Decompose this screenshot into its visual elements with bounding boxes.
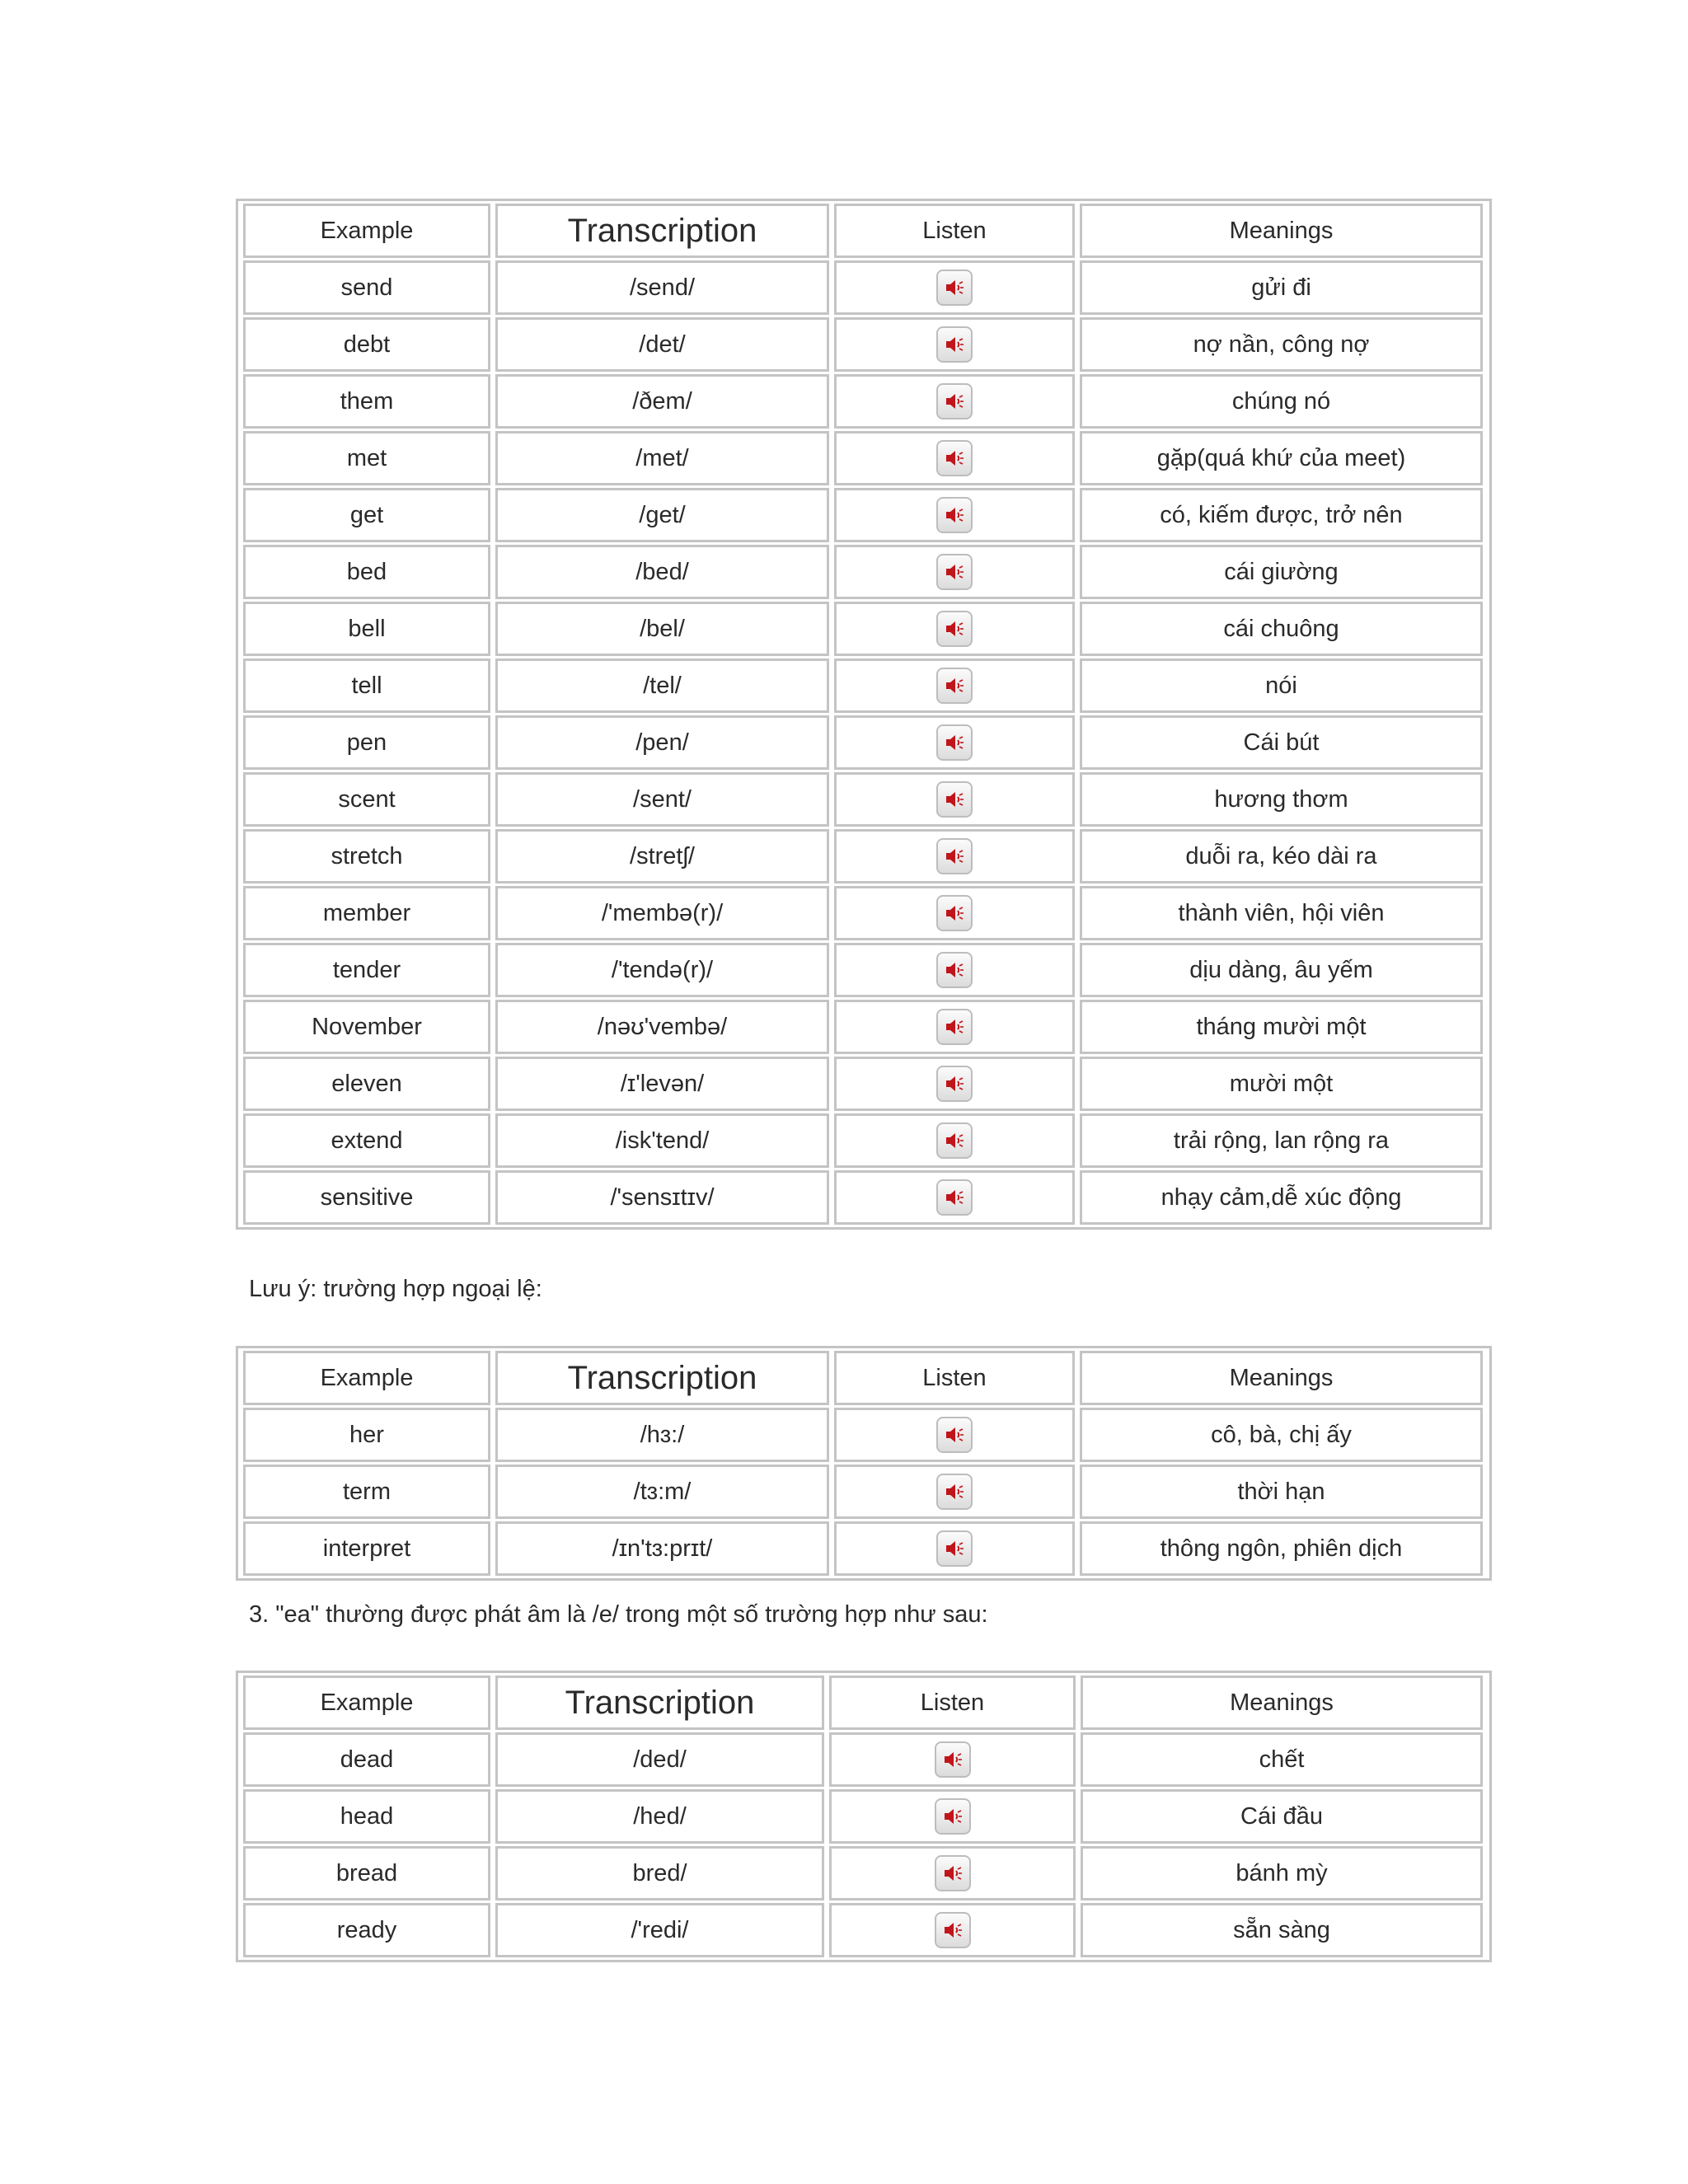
- listen-cell: [834, 431, 1075, 485]
- example-word: ready: [243, 1903, 490, 1957]
- speaker-icon: [944, 846, 965, 867]
- listen-button[interactable]: [935, 1741, 971, 1778]
- table-row: [241, 772, 1487, 827]
- header-transcription: Transcription: [495, 204, 829, 258]
- listen-cell: [834, 602, 1075, 656]
- meaning: trải rộng, lan rộng ra: [1080, 1113, 1483, 1168]
- example-word: dead: [243, 1732, 490, 1787]
- example-word: bread: [243, 1846, 490, 1900]
- transcription: /met/: [495, 431, 829, 485]
- transcription: /tɜ:m/: [495, 1465, 829, 1519]
- header-listen: Listen: [834, 1351, 1075, 1405]
- example-word: them: [243, 374, 490, 429]
- transcription: /send/: [495, 260, 829, 315]
- transcription: /get/: [495, 488, 829, 542]
- exceptions-note: Lưu ý: trường hợp ngoại lệ:: [249, 1276, 542, 1302]
- transcription: /stretʃ/: [495, 829, 829, 883]
- table-row: [241, 1465, 1487, 1519]
- speaker-icon: [944, 732, 965, 753]
- table-row: [241, 1789, 1487, 1844]
- transcription: /bel/: [495, 602, 829, 656]
- example-word: November: [243, 1000, 490, 1054]
- speaker-icon: [944, 618, 965, 640]
- example-word: met: [243, 431, 490, 485]
- header-example: Example: [243, 1675, 490, 1730]
- meaning: Cái bút: [1080, 715, 1483, 770]
- listen-cell: [834, 374, 1075, 429]
- header-row: [241, 1351, 1487, 1405]
- listen-cell: [834, 260, 1075, 315]
- section-3-heading: 3. "ea" thường được phát âm là /e/ trong một số trường hợp như sau:: [249, 1601, 988, 1628]
- speaker-icon: [944, 959, 965, 981]
- meaning: nợ nần, công nợ: [1080, 317, 1483, 372]
- meaning: thành viên, hội viên: [1080, 886, 1483, 940]
- meaning: mười một: [1080, 1057, 1483, 1111]
- table-row: [241, 1000, 1487, 1054]
- transcription: /isk'tend/: [495, 1113, 829, 1168]
- speaker-icon: [944, 561, 965, 583]
- transcription: /tel/: [495, 658, 829, 713]
- speaker-icon: [944, 1130, 965, 1151]
- meaning: dịu dàng, âu yếm: [1080, 943, 1483, 997]
- table-row: [241, 658, 1487, 713]
- transcription: /hed/: [495, 1789, 824, 1844]
- transcription: /hɜ:/: [495, 1408, 829, 1462]
- transcription: /ðem/: [495, 374, 829, 429]
- transcription: /ɪn'tɜ:prɪt/: [495, 1521, 829, 1576]
- speaker-icon: [944, 334, 965, 355]
- example-word: tender: [243, 943, 490, 997]
- listen-cell: [834, 829, 1075, 883]
- listen-button[interactable]: [936, 838, 973, 874]
- listen-button[interactable]: [936, 781, 973, 818]
- meaning: có, kiếm được, trở nên: [1080, 488, 1483, 542]
- speaker-icon: [944, 1424, 965, 1446]
- speaker-icon: [942, 1806, 964, 1827]
- example-word: scent: [243, 772, 490, 827]
- table-body: [241, 204, 1487, 1225]
- header-row: [241, 204, 1487, 258]
- example-word: sensitive: [243, 1170, 490, 1225]
- listen-cell: [834, 1170, 1075, 1225]
- table-row: [241, 829, 1487, 883]
- example-word: debt: [243, 317, 490, 372]
- transcription: /pen/: [495, 715, 829, 770]
- listen-button[interactable]: [936, 326, 973, 363]
- listen-button[interactable]: [935, 1912, 971, 1948]
- header-example: Example: [243, 204, 490, 258]
- listen-button[interactable]: [936, 952, 973, 988]
- table-body: [241, 1675, 1487, 1957]
- meaning: nhạy cảm,dễ xúc động: [1080, 1170, 1483, 1225]
- listen-cell: [834, 1057, 1075, 1111]
- speaker-icon: [944, 277, 965, 298]
- table-row: [241, 545, 1487, 599]
- header-example: Example: [243, 1351, 490, 1405]
- table-row: [241, 260, 1487, 315]
- header-transcription: Transcription: [495, 1351, 829, 1405]
- table-row: [241, 1113, 1487, 1168]
- transcription: /ded/: [495, 1732, 824, 1787]
- listen-button[interactable]: [936, 269, 973, 306]
- speaker-icon: [944, 1073, 965, 1094]
- table-row: [241, 886, 1487, 940]
- transcription: /'sensɪtɪv/: [495, 1170, 829, 1225]
- transcription: /'redi/: [495, 1903, 824, 1957]
- table-body: [241, 1351, 1487, 1576]
- meaning: thời hạn: [1080, 1465, 1483, 1519]
- listen-cell: [834, 715, 1075, 770]
- meaning: tháng mười một: [1080, 1000, 1483, 1054]
- header-meanings: Meanings: [1080, 204, 1483, 258]
- listen-button[interactable]: [936, 611, 973, 647]
- listen-cell: [834, 488, 1075, 542]
- speaker-icon: [944, 1016, 965, 1038]
- speaker-icon: [942, 1919, 964, 1941]
- example-word: send: [243, 260, 490, 315]
- example-word: bed: [243, 545, 490, 599]
- vocab-table-2: [236, 1346, 1492, 1581]
- example-word: interpret: [243, 1521, 490, 1576]
- table-row: [241, 1408, 1487, 1462]
- meaning: cô, bà, chị ấy: [1080, 1408, 1483, 1462]
- listen-cell: [834, 317, 1075, 372]
- meaning: cái giường: [1080, 545, 1483, 599]
- transcription: /det/: [495, 317, 829, 372]
- vocab-table-1: [236, 199, 1492, 1230]
- transcription: /nəʊ'vembə/: [495, 1000, 829, 1054]
- table-row: [241, 943, 1487, 997]
- table-row: [241, 1170, 1487, 1225]
- speaker-icon: [942, 1749, 964, 1770]
- listen-button[interactable]: [936, 440, 973, 476]
- listen-button[interactable]: [936, 895, 973, 931]
- example-word: tell: [243, 658, 490, 713]
- meaning: chết: [1081, 1732, 1483, 1787]
- meaning: duỗi ra, kéo dài ra: [1080, 829, 1483, 883]
- meaning: gửi đi: [1080, 260, 1483, 315]
- listen-button[interactable]: [936, 1530, 973, 1567]
- listen-cell: [834, 886, 1075, 940]
- table-row: [241, 1521, 1487, 1576]
- example-word: bell: [243, 602, 490, 656]
- speaker-icon: [942, 1863, 964, 1884]
- table-row: [241, 374, 1487, 429]
- table-row: [241, 1903, 1487, 1957]
- meaning: bánh mỳ: [1081, 1846, 1483, 1900]
- speaker-icon: [944, 675, 965, 696]
- example-word: term: [243, 1465, 490, 1519]
- listen-cell: [829, 1789, 1076, 1844]
- listen-cell: [834, 943, 1075, 997]
- speaker-icon: [944, 1187, 965, 1208]
- listen-cell: [834, 1000, 1075, 1054]
- listen-cell: [834, 658, 1075, 713]
- example-word: get: [243, 488, 490, 542]
- example-word: head: [243, 1789, 490, 1844]
- header-listen: Listen: [829, 1675, 1076, 1730]
- example-word: member: [243, 886, 490, 940]
- listen-button[interactable]: [935, 1798, 971, 1835]
- example-word: eleven: [243, 1057, 490, 1111]
- speaker-icon: [944, 391, 965, 412]
- meaning: cái chuông: [1080, 602, 1483, 656]
- meaning: thông ngôn, phiên dịch: [1080, 1521, 1483, 1576]
- speaker-icon: [944, 504, 965, 526]
- example-word: extend: [243, 1113, 490, 1168]
- listen-cell: [834, 772, 1075, 827]
- listen-button[interactable]: [936, 1066, 973, 1102]
- transcription: bred/: [495, 1846, 824, 1900]
- listen-button[interactable]: [936, 554, 973, 590]
- speaker-icon: [944, 1481, 965, 1502]
- listen-button[interactable]: [936, 668, 973, 704]
- example-word: pen: [243, 715, 490, 770]
- header-listen: Listen: [834, 204, 1075, 258]
- listen-cell: [834, 1408, 1075, 1462]
- listen-button[interactable]: [935, 1855, 971, 1891]
- table-row: [241, 1732, 1487, 1787]
- example-word: stretch: [243, 829, 490, 883]
- speaker-icon: [944, 789, 965, 810]
- listen-cell: [834, 1465, 1075, 1519]
- header-meanings: Meanings: [1081, 1675, 1483, 1730]
- transcription: /'tendə(r)/: [495, 943, 829, 997]
- listen-button[interactable]: [936, 1122, 973, 1159]
- meaning: sẵn sàng: [1081, 1903, 1483, 1957]
- speaker-icon: [944, 448, 965, 469]
- transcription: /sent/: [495, 772, 829, 827]
- table-row: [241, 431, 1487, 485]
- listen-button[interactable]: [936, 1474, 973, 1510]
- listen-cell: [829, 1732, 1076, 1787]
- header-meanings: Meanings: [1080, 1351, 1483, 1405]
- listen-cell: [834, 1113, 1075, 1168]
- speaker-icon: [944, 1538, 965, 1559]
- listen-button[interactable]: [936, 1417, 973, 1453]
- meaning: gặp(quá khứ của meet): [1080, 431, 1483, 485]
- meaning: hương thơm: [1080, 772, 1483, 827]
- listen-cell: [834, 545, 1075, 599]
- table-row: [241, 715, 1487, 770]
- listen-cell: [834, 1521, 1075, 1576]
- listen-cell: [829, 1903, 1076, 1957]
- listen-button[interactable]: [936, 1009, 973, 1045]
- table-row: [241, 488, 1487, 542]
- example-word: her: [243, 1408, 490, 1462]
- meaning: nói: [1080, 658, 1483, 713]
- table-row: [241, 602, 1487, 656]
- transcription: /ɪ'levən/: [495, 1057, 829, 1111]
- speaker-icon: [944, 902, 965, 924]
- listen-cell: [829, 1846, 1076, 1900]
- listen-button[interactable]: [936, 724, 973, 761]
- meaning: Cái đầu: [1081, 1789, 1483, 1844]
- header-row: [241, 1675, 1487, 1730]
- listen-button[interactable]: [936, 497, 973, 533]
- table-row: [241, 317, 1487, 372]
- listen-button[interactable]: [936, 383, 973, 419]
- table-row: [241, 1057, 1487, 1111]
- transcription: /'membə(r)/: [495, 886, 829, 940]
- table-row: [241, 1846, 1487, 1900]
- vocab-table-3: [236, 1671, 1492, 1962]
- listen-button[interactable]: [936, 1179, 973, 1216]
- meaning: chúng nó: [1080, 374, 1483, 429]
- header-transcription: Transcription: [495, 1675, 824, 1730]
- transcription: /bed/: [495, 545, 829, 599]
